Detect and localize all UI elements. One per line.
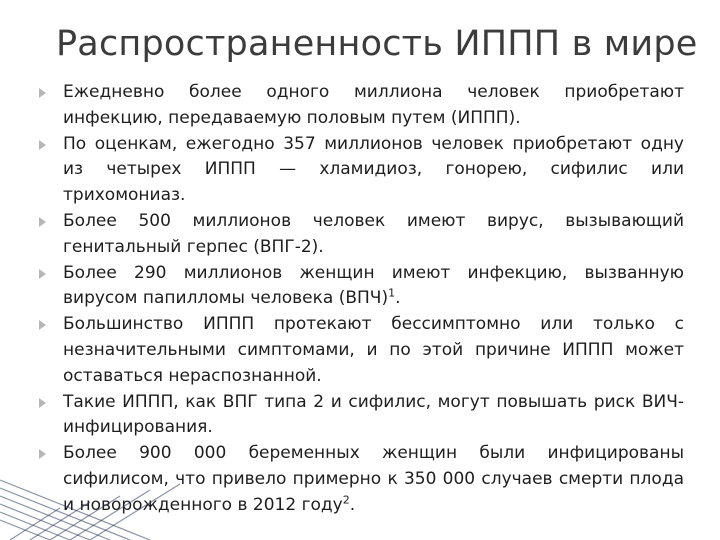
slide-title: Распространенность ИППП в мире [56, 24, 698, 64]
bullet-list [38, 80, 684, 519]
bullet-item-1 [38, 80, 684, 132]
bullet-item-6 [38, 390, 684, 442]
bullet-text: Большинство ИППП протекают бессимптомно или только с незначительными симптомами, и по этой причине ИППП может оставаться нераспознанной. [63, 314, 684, 386]
footnote-ref-1: 1 [388, 286, 396, 300]
bullet-punctuation: . [395, 288, 401, 309]
footnote-ref-2: 2 [342, 493, 350, 507]
bullet-text: Более 900 000 беременных женщин были инфицированы сифилисом, что привело примерно к 350 000 случаев смерти плода и новорожденного в 2012 году [63, 443, 684, 515]
bullet-item-4 [38, 261, 684, 313]
bullet-text: Такие ИППП, как ВПГ типа 2 и сифилис, могут повышать риск ВИЧ-инфицирования. [63, 391, 684, 438]
triangle-bullet-icon [39, 88, 46, 98]
bullet-punctuation: . [349, 494, 356, 515]
triangle-bullet-icon [39, 449, 46, 459]
bullet-item-2 [38, 132, 684, 209]
triangle-bullet-icon [39, 217, 46, 227]
triangle-bullet-icon [39, 320, 46, 330]
bullet-item-3 [38, 209, 684, 261]
bullet-item-5 [38, 312, 684, 389]
triangle-bullet-icon [39, 140, 46, 150]
triangle-bullet-icon [39, 398, 46, 408]
bullet-text: Более 290 миллионов женщин имеют инфекцию, вызванную вирусом папилломы человека (ВПЧ) [63, 262, 684, 309]
bullet-text: Ежедневно более одного миллиона человек приобретают инфекцию, передаваемую половым путем (ИППП). [63, 82, 684, 128]
triangle-bullet-icon [39, 269, 46, 279]
bullet-text: По оценкам, ежегодно 357 миллионов человек приобретают одну из четырех ИППП — хламидиоз, гонорею, сифилис или трихомониаз. [63, 133, 684, 206]
bullet-item-7 [38, 441, 684, 518]
bullet-text: Более 500 миллионов человек имеют вирус, вызывающий генитальный герпес (ВПГ-2). [63, 210, 684, 257]
